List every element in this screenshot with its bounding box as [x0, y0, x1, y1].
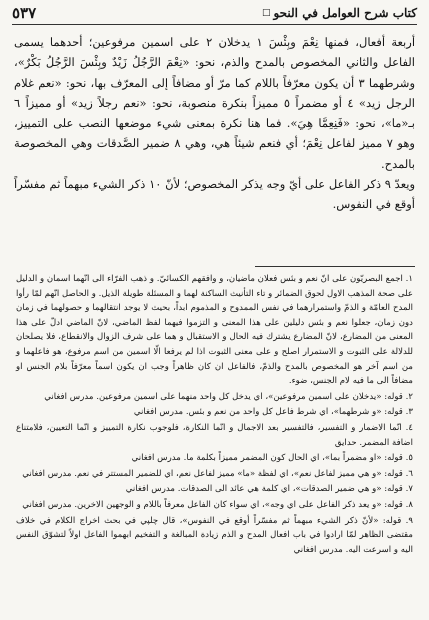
footnote-6: ٦. قوله: «و هي مميز لفاعل نعم»، اي لفظة «ما» مميز لفاعل نعم، اي للضمير المستتر في نعم. مدرس افغاني	[22, 468, 413, 479]
footnote-3: ٣. قوله: «و شرطهما»، اي شرط فاعل كل واحد من نعم و بئس. مدرس افغاني	[133, 407, 413, 418]
footnote-4: ٤. انّما الاضمار و التفسير، فالتفسير بعد الاجمال و انّما النكارة، فلوجوب نكارة التمييز و انّما التعيين، فلامتناع اضافة المضمر. حدايق	[16, 422, 413, 448]
header-divider	[12, 24, 417, 25]
footnote-2: ٢. قوله: «يدخلان على اسمين مرفوعين»، اي يدخل كل واحد منهما على اسمين مرفوعين. مدرس افغاني	[44, 391, 413, 402]
main-text	[14, 32, 415, 215]
footnote-5: ٥. قوله: «او مضمراً بما»، اي الحال كون المضمر مميزاً بكلمة ما. مدرس افغاني	[131, 453, 413, 464]
footnotes	[16, 272, 413, 558]
footnote-8: ٨. قوله: «و يعد ذكر الفاعل على اي وجه»، اي سواء كان الفاعل معرفاً باللام و الوجهين الاخرين. مدرس افغاني	[22, 499, 413, 510]
footnote-9: ٩. قوله: «لأنّ ذكر الشيء مبهماً ثم مفسّراً أوقع في النفوس»، قال چلپي في بحث اخراج الكلام في خلاف مقتضى الظاهر لمّا ارادوا في باب افعال المدح و الذم زيادة المبالغة و التفخيم ابهموا الفاعل اولاً لتشوّق النفس اليه و اسرعت اليه. مدرس افغاني	[16, 515, 413, 555]
footnote-7: ٧. قوله: «و هي ضمير الصدقات»، اي كلمة هي عائد الى الصدقات. مدرس افغاني	[125, 484, 413, 495]
page-number: ٥٣٧	[12, 4, 37, 22]
square-ornament-icon: □	[261, 8, 271, 18]
running-header	[12, 2, 417, 24]
footnote-divider	[255, 266, 415, 267]
header-title-group	[259, 6, 417, 20]
header-title: كتاب شرح العوامل في النحو	[273, 6, 417, 20]
main-paragraph-1: أربعة أفعال، فمنها نِعْمَ وبِئْسَ ١ يدخلان ٢ على اسمين مرفوعين؛ أحدهما يسمى الفاعل والثاني المخصوص بالمدح والذم، نحو: «نِعْمَ الرَّجُلُ زَيْدٌ وبِئْسَ الرَّجُلُ بَكْرٌ»، وشرطهما ٣ أن يكون معرّفاً باللام كما مرّ أو مضافاً إلى المعرّف بها، نحو: «نعم غلام الرجل زيد» ٤ أو مضمراً ٥ مميزاً بنكرة منصوبة، نحو: «نعم رجلاً زيد» أو مميزاً ٦ بـ«ما»، نحو: «فَنِعِمَّا هِيَ». فما هنا نكرة بمعنى شيء موضعها النصب على التمييز، وهو ٧ مميز لفاعل نِعْمَ؛ أي فنعم شيئاً هي، وهي ٨ ضمير الصَّدقات وهي المخصوصة بالمدح.	[14, 35, 416, 171]
footnote-1: ١. اجمع البصريّون على انّ نعم و بئس فعلان ماضيان، و وافقهم الكسائيّ. و ذهب الفرّاء الى انّهما اسمان و الدليل على صحة المذهب الاول لحوق الضمائر و تاء التأنيث الساكنة لهما و المسئلة طويلة الذيل. و الحاصل انّهم لمّا رأوا المدح العامّة و الذمّ واستمرارهما في نفس الممدوح و المذموم ابداً، بحيث لا يوجد انتقالهما و حصولهما في زمان دون زمان، جعلوا نعم و بئس دليلين على هذا المعنى و التزموا فيهما لفظ الماضي، لانّ الماضي ادلّ على هذا المعنى من المضارع، لانّ المضارع يشترك فيه الحال و الاستقبال و هما على شرف الزوال والانقطاع، فلا يصلحان للدلالة على الثبوت و الاستمرار اصلح و على معنى الثبوت اذا لم يرفعا الّا اسمين من اسم مرفوع، هو فاعلهما و من اسم آخر هو المخصوص بالمدح والذمّ، فالفاعل ان كان ظاهراً وجب ان يكون اسماً معرّفاً بلام الجنس او مضافاً الى ما فيه لام الجنس، ضوء.	[16, 274, 413, 387]
main-paragraph-2: ويعدّ ٩ ذكر الفاعل على أيّ وجه يذكر المخصوص؛ لأنّ ١٠ ذكر الشيء مبهماً ثم مفسّراً أوقع في النفوس.	[14, 177, 415, 212]
